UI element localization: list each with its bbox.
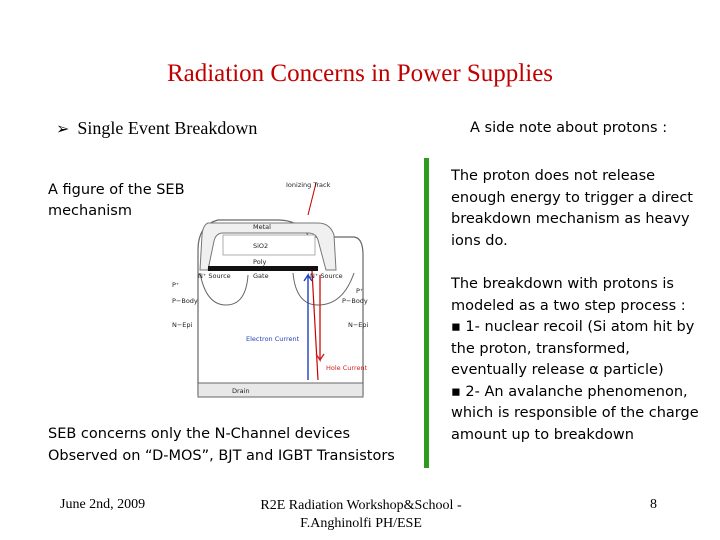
bullet-text: Single Event Breakdown <box>77 118 258 138</box>
bullet-heading <box>56 118 257 139</box>
label-gate: Gate <box>253 272 269 280</box>
footer-date: June 2nd, 2009 <box>60 497 146 512</box>
label-n-source-left: N⁺ Source <box>198 272 231 280</box>
label-p-plus-right: P⁺ <box>356 287 364 295</box>
oxide-layer <box>223 235 315 255</box>
breakdown-intro: The breakdown with protons is modeled as a two step process : <box>451 276 686 314</box>
figure-caption: A figure of the SEB mechanism <box>48 182 185 219</box>
breakdown-paragraph <box>451 274 701 446</box>
breakdown-item-2: ▪ 2- An avalanche phenomenon, which is responsible of the charge amount up to breakdown <box>451 383 699 443</box>
label-p-body-left: P−Body <box>172 297 198 305</box>
seb-mechanism-diagram <box>168 175 378 425</box>
label-p-body-right: P−Body <box>342 297 368 305</box>
arrow-bullet-icon: ➢ <box>56 121 70 138</box>
accent-divider-bar <box>424 158 429 468</box>
label-n-source-right: N⁺ Source <box>310 272 343 280</box>
proton-paragraph: The proton does not release enough energy to trigger a direct breakdown mechanism as heavy ions do. <box>451 168 693 249</box>
hole-current-arrow <box>316 275 324 360</box>
label-ionizing-track: Ionizing Track <box>286 181 331 189</box>
label-n-epi-right: N−Epi <box>348 321 369 329</box>
drain-bar <box>198 383 363 397</box>
label-sio2: SiO2 <box>253 242 269 250</box>
electron-current-arrow <box>304 275 312 380</box>
breakdown-item-1: ▪ 1- nuclear recoil (Si atom hit by the proton, transformed, eventually release α particle) <box>451 319 695 378</box>
ion-path-line <box>312 271 318 380</box>
page-number: 8 <box>650 497 657 512</box>
seb-note-line-1: SEB concerns only the N-Channel devices <box>48 426 350 442</box>
label-hole-current: Hole Current <box>326 364 368 372</box>
footer-event-line-2: F.Anghinolfi PH/ESE <box>300 516 422 531</box>
label-n-epi-left: N−Epi <box>172 321 193 329</box>
label-drain: Drain <box>232 387 250 395</box>
footer-event <box>258 497 464 533</box>
label-metal: Metal <box>253 223 271 231</box>
side-note-heading: A side note about protons : <box>470 120 668 136</box>
label-electron-current: Electron Current <box>246 335 300 343</box>
seb-note-line-2: Observed on “D-MOS”, BJT and IGBT Transistors <box>48 448 395 464</box>
footer-event-line-1: R2E Radiation Workshop&School - <box>260 498 462 513</box>
label-p-plus-left: P⁺ <box>172 281 180 289</box>
label-poly: Poly <box>253 258 267 266</box>
gate-poly-bar <box>208 266 318 271</box>
slide-title: Radiation Concerns in Power Supplies <box>166 60 554 87</box>
